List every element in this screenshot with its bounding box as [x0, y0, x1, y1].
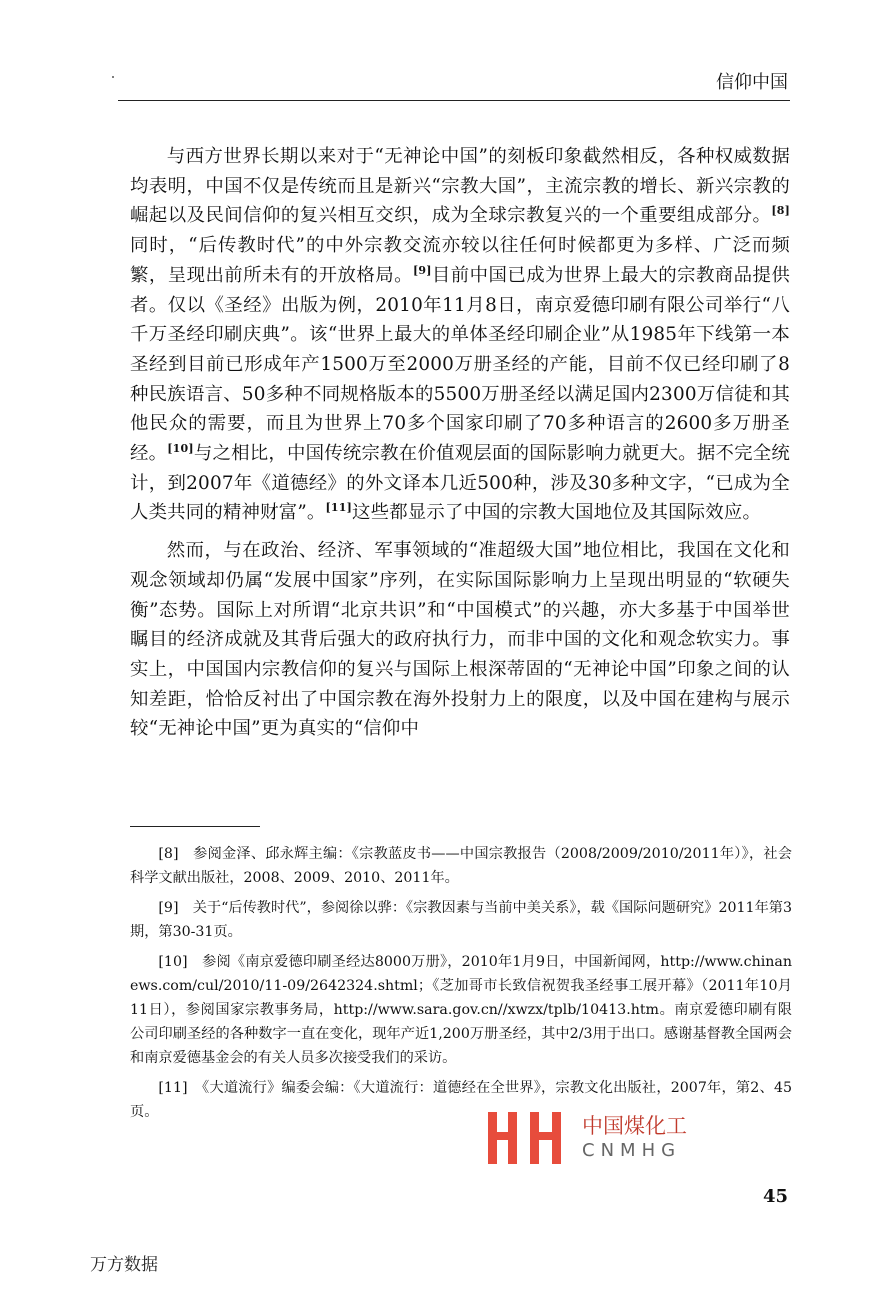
footnote-ref-8[interactable]: [8] [771, 204, 790, 218]
paragraph-2 [130, 536, 790, 744]
footnote-ref-11[interactable]: [11] [325, 501, 353, 515]
watermark-logo [486, 1108, 706, 1168]
footnote-ref-10[interactable]: [10] [167, 441, 194, 455]
watermark-logo-mark-icon [486, 1108, 576, 1166]
page-speck [112, 76, 114, 78]
paragraph-text: 这些都显示了中国的宗教大国地位及其国际效应。 [352, 502, 762, 524]
source-label: 万方数据 [90, 1255, 158, 1275]
paragraph-text: 同时，“后传教时代”的中外宗教交流亦较以往任何时候都更为多样、广泛而频繁，呈现出前所未有的开放格局。 [130, 235, 790, 286]
paragraph-text: 与西方世界长期以来对于“无神论中国”的刻板印象截然相反，各种权威数据均表明，中国不仅是传统而且是新兴“宗教大国”，主流宗教的增长、新兴宗教的崛起以及民间信仰的复兴相互交织，成为全球宗教复兴的一个重要组成部分。 [130, 146, 790, 227]
paragraph-text: 目前中国已成为世界上最大的宗教商品提供者。仅以《圣经》出版为例，2010年11月8日，南京爱德印刷有限公司举行“八千万圣经印刷庆典”。该“世界上最大的单体圣经印刷企业”从1985年下线第一本圣经到目前已形成年产1500万至2000万册圣经的产能，目前不仅已经印刷了8种民族语言、50多种不同规格版本的5500万册圣经以满足国内2300万信徒和其他民众的需要，而且为世界上70多个国家印刷了70多种语言的2600多万册圣经。 [130, 264, 790, 465]
footnote-9: [9] 关于“后传教时代”，参阅徐以骅：《宗教因素与当前中美关系》，载《国际问题研究》2011年第3期，第30-31页。 [130, 900, 792, 940]
body-text [130, 142, 790, 744]
footnotes [130, 842, 792, 1130]
header-rule [118, 100, 790, 101]
page-number: 45 [762, 1186, 788, 1207]
footnote-10: [10] 参阅《南京爱德印刷圣经达8000万册》，2010年1月9日，中国新闻网，http://www.chinanews.com/cul/2010/11-09/2642324.shtml；《芝加哥市长致信祝贺我圣经事工展开幕》（2011年10月11日），参阅国家宗教事务局，http://www.sara.gov.cn//xwzx/tplb/10413.htm。南京爱德印刷有限公司印刷圣经的各种数字一直在变化，现年产近1,200万册圣经，其中2/3用于出口。感谢基督教全国两会和南京爱德基金会的有关人员多次接受我们的采访。 [130, 954, 792, 1066]
watermark-text-en: CNMHG [582, 1140, 682, 1161]
running-header-title: 信仰中国 [716, 72, 788, 93]
paragraph-text: 与之相比，中国传统宗教在价值观层面的国际影响力就更大。据不完全统计，到2007年《道德经》的外文译本几近500种，涉及30多种文字，“已成为全人类共同的精神财富”。 [130, 443, 790, 524]
watermark-text-cn: 中国煤化工 [582, 1110, 687, 1140]
paragraph-text: 然而，与在政治、经济、军事领域的“准超级大国”地位相比，我国在文化和观念领域却仍属“发展中国家”序列，在实际国际影响力上呈现出明显的“软硬失衡”态势。国际上对所谓“北京共识”和“中国模式”的兴趣，亦大多基于中国举世瞩目的经济成就及其背后强大的政府执行力，而非中国的文化和观念软实力。事实上，中国国内宗教信仰的复兴与国际上根深蒂固的“无神论中国”印象之间的认知差距，恰恰反衬出了中国宗教在海外投射力上的限度，以及中国在建构与展示较“无神论中国”更为真实的“信仰中 [130, 540, 790, 740]
footnote-rule [130, 826, 260, 827]
footnote-ref-9[interactable]: [9] [412, 263, 432, 277]
footnote-8: [8] 参阅金泽、邱永辉主编：《宗教蓝皮书——中国宗教报告（2008/2009/2010/2011年）》，社会科学文献出版社，2008、2009、2010、2011年。 [130, 846, 792, 886]
paragraph-1 [130, 142, 790, 528]
footnote-11: [11] 《大道流行》编委会编：《大道流行：道德经在全世界》，宗教文化出版社，2007年，第2、45页。 [130, 1080, 792, 1120]
